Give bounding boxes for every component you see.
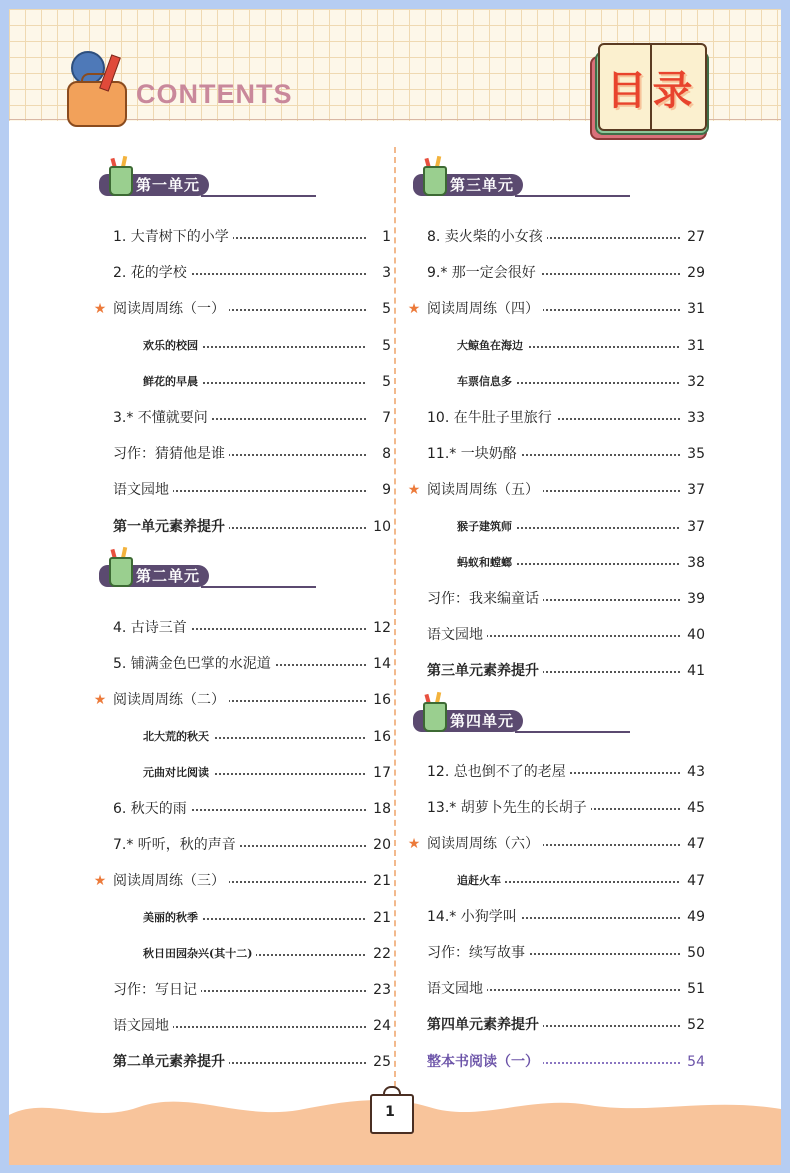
toc-entry-title: 7.* 听听，秋的声音 — [113, 834, 240, 856]
toc-entry-title: 语文园地 — [427, 624, 487, 646]
toc-entry-page: 5 — [367, 371, 391, 393]
toc-entry[interactable] — [91, 226, 391, 248]
toc-entry-page: 25 — [367, 1051, 391, 1073]
toc-entry[interactable] — [91, 907, 391, 929]
toc-entry[interactable] — [405, 479, 705, 501]
toc-entry-title: 阅读周周练（三） — [113, 870, 229, 892]
toc-entry-page: 38 — [681, 552, 705, 574]
toc-entry-title: 第四单元素养提升 — [427, 1014, 543, 1036]
toc-entry-page: 17 — [367, 762, 391, 784]
toc-entry-title: 阅读周周练（六） — [427, 833, 543, 855]
toc-entry-page: 50 — [681, 942, 705, 964]
column-divider — [394, 147, 396, 1087]
toc-entry[interactable] — [405, 298, 705, 320]
toc-entry-page: 32 — [681, 371, 705, 393]
toc-entry-page: 47 — [681, 833, 705, 855]
toc-entry-title: 习作：我来编童话 — [427, 588, 543, 610]
toc-entry-page: 35 — [681, 443, 705, 465]
toc-entry-page: 41 — [681, 660, 705, 682]
toc-entry-title: 2. 花的学校 — [113, 262, 191, 284]
page — [9, 9, 781, 1165]
toc-entry-page: 21 — [367, 907, 391, 929]
toc-entry-page: 1 — [367, 226, 391, 248]
toc-entry-title: 追赶火车 — [457, 870, 505, 892]
toc-entry-title: 阅读周周练（四） — [427, 298, 543, 320]
toc-entry[interactable] — [405, 797, 705, 819]
toc-entry-title: 9.* 那一定会很好 — [427, 262, 540, 284]
pencil-cup-icon — [423, 702, 447, 732]
unit-header: 第一单元 — [91, 162, 321, 202]
toc-entry-page: 47 — [681, 870, 705, 892]
toc-entry-page: 23 — [367, 979, 391, 1001]
toc-entry[interactable] — [91, 726, 391, 748]
toc-entry-page: 31 — [681, 298, 705, 320]
star-icon: ★ — [93, 301, 107, 318]
toc-entry[interactable] — [91, 298, 391, 320]
toc-entry-title: 6. 秋天的雨 — [113, 798, 191, 820]
toc-entry-title: 语文园地 — [427, 978, 487, 1000]
unit-header: 第三单元 — [405, 162, 635, 202]
contents-heading: CONTENTS — [136, 79, 293, 109]
toc-entry-title: 第二单元素养提升 — [113, 1051, 229, 1073]
toc-entry-title: 11.* 一块奶酪 — [427, 443, 521, 465]
toc-entry[interactable] — [405, 833, 705, 855]
toc-entry-title: 5. 铺满金色巴掌的水泥道 — [113, 653, 275, 675]
toc-entry-page: 33 — [681, 407, 705, 429]
toc-entry[interactable] — [91, 443, 391, 465]
toc-entry[interactable] — [91, 407, 391, 429]
toc-entry[interactable] — [405, 978, 705, 1000]
toc-entry[interactable] — [405, 335, 705, 357]
toc-entry[interactable] — [91, 979, 391, 1001]
toc-entry-page: 22 — [367, 943, 391, 965]
toc-entry-title: 元曲对比阅读 — [143, 762, 213, 784]
toc-entry-title: 1. 大青树下的小学 — [113, 226, 233, 248]
toc-entry-title: 大鲸鱼在海边 — [457, 335, 527, 357]
toc-entry-title: 车票信息多 — [457, 371, 516, 393]
toc-entry-title: 第三单元素养提升 — [427, 660, 543, 682]
toc-entry-page: 37 — [681, 479, 705, 501]
toc-entry-page: 16 — [367, 689, 391, 711]
toc-entry[interactable] — [91, 653, 391, 675]
toc-entry-title: 美丽的秋季 — [143, 907, 202, 929]
toc-entry-title: 3.* 不懂就要问 — [113, 407, 212, 429]
toc-entry-title: 语文园地 — [113, 479, 173, 501]
toc-entry[interactable] — [405, 552, 705, 574]
toc-entry-page: 29 — [681, 262, 705, 284]
toc-entry-page: 43 — [681, 761, 705, 783]
toc-entry-page: 27 — [681, 226, 705, 248]
pencil-cup-icon — [423, 166, 447, 196]
toc-entry-page: 7 — [367, 407, 391, 429]
toc-entry-title: 语文园地 — [113, 1015, 173, 1037]
toc-entry-page: 8 — [367, 443, 391, 465]
toc-entry-title: 4. 古诗三首 — [113, 617, 191, 639]
star-icon: ★ — [407, 482, 421, 499]
toc-entry-page: 5 — [367, 298, 391, 320]
toc-entry[interactable] — [405, 226, 705, 248]
toc-entry-page: 3 — [367, 262, 391, 284]
toc-entry-title: 鲜花的早晨 — [143, 371, 202, 393]
toc-entry[interactable] — [91, 798, 391, 820]
toc-entry[interactable] — [405, 588, 705, 610]
toc-entry[interactable] — [91, 617, 391, 639]
toc-entry[interactable] — [405, 262, 705, 284]
toc-entry-title: 8. 卖火柴的小女孩 — [427, 226, 547, 248]
unit-header: 第四单元 — [405, 698, 635, 738]
toc-entry[interactable] — [91, 834, 391, 856]
toc-entry[interactable] — [405, 761, 705, 783]
toc-entry-title: 第一单元素养提升 — [113, 516, 229, 538]
toc-entry[interactable] — [91, 479, 391, 501]
toc-entry-page: 52 — [681, 1014, 705, 1036]
toc-entry-title: 秋日田园杂兴(其十二) — [143, 943, 256, 965]
toc-entry-page: 9 — [367, 479, 391, 501]
toc-entry-title: 蚂蚁和螳螂 — [457, 552, 516, 574]
toc-entry-title: 北大荒的秋天 — [143, 726, 213, 748]
toc-entry[interactable] — [405, 942, 705, 964]
toc-entry-page: 24 — [367, 1015, 391, 1037]
toc-entry-page: 16 — [367, 726, 391, 748]
toc-entry[interactable] — [91, 1051, 391, 1073]
star-icon: ★ — [93, 873, 107, 890]
toc-entry-title: 欢乐的校园 — [143, 335, 202, 357]
pencil-cup-icon — [109, 166, 133, 196]
toc-entry[interactable] — [405, 443, 705, 465]
toc-entry-title: 阅读周周练（五） — [427, 479, 543, 501]
toc-entry[interactable] — [405, 1051, 705, 1073]
toc-entry-page: 10 — [367, 516, 391, 538]
toc-entry-title: 习作：写日记 — [113, 979, 201, 1001]
toc-entry[interactable] — [405, 371, 705, 393]
toc-entry-page: 51 — [681, 978, 705, 1000]
toc-entry-page: 12 — [367, 617, 391, 639]
toc-entry[interactable] — [91, 943, 391, 965]
toc-entry-title: 14.* 小狗学叫 — [427, 906, 521, 928]
toc-entry[interactable] — [91, 516, 391, 538]
unit-header: 第二单元 — [91, 553, 321, 593]
toc-entry[interactable] — [405, 660, 705, 682]
toc-entry-page: 37 — [681, 516, 705, 538]
toc-entry[interactable] — [91, 689, 391, 711]
toc-entry-title: 13.* 胡萝卜先生的长胡子 — [427, 797, 591, 819]
toc-entry-page: 18 — [367, 798, 391, 820]
toc-entry[interactable] — [91, 870, 391, 892]
toc-entry-title: 阅读周周练（二） — [113, 689, 229, 711]
toc-entry[interactable] — [91, 371, 391, 393]
toc-entry[interactable] — [405, 870, 705, 892]
toc-entry-page: 20 — [367, 834, 391, 856]
toc-entry[interactable] — [405, 1014, 705, 1036]
star-icon: ★ — [407, 301, 421, 318]
star-icon: ★ — [93, 692, 107, 709]
toc-entry-title: 习作：续写故事 — [427, 942, 529, 964]
page-title: 目录 — [606, 68, 699, 114]
toc-entry-title: 12. 总也倒不了的老屋 — [427, 761, 570, 783]
toc-entry-title: 猴子建筑师 — [457, 516, 516, 538]
toc-entry-title: 习作：猜猜他是谁 — [113, 443, 229, 465]
toc-entry-page: 54 — [681, 1051, 705, 1073]
toc-entry-page: 45 — [681, 797, 705, 819]
toc-entry[interactable] — [405, 516, 705, 538]
toc-entry-page: 40 — [681, 624, 705, 646]
toc-entry-page: 21 — [367, 870, 391, 892]
toc-entry[interactable] — [405, 407, 705, 429]
toc-entry[interactable] — [91, 762, 391, 784]
toc-entry[interactable] — [91, 335, 391, 357]
page-number: 1 — [385, 1104, 395, 1120]
pencil-cup-icon — [109, 557, 133, 587]
toc-entry-page: 14 — [367, 653, 391, 675]
toc-entry-page: 5 — [367, 335, 391, 357]
toc-entry[interactable] — [91, 1015, 391, 1037]
toc-entry-page: 31 — [681, 335, 705, 357]
toc-entry-title: 阅读周周练（一） — [113, 298, 229, 320]
star-icon: ★ — [407, 836, 421, 853]
toc-entry-page: 49 — [681, 906, 705, 928]
toc-entry-title: 10. 在牛肚子里旅行 — [427, 407, 556, 429]
toc-entry[interactable] — [405, 624, 705, 646]
toc-entry-page: 39 — [681, 588, 705, 610]
toc-entry-title: 整本书阅读（一） — [427, 1051, 543, 1073]
toc-entry[interactable] — [405, 906, 705, 928]
toc-entry[interactable] — [91, 262, 391, 284]
